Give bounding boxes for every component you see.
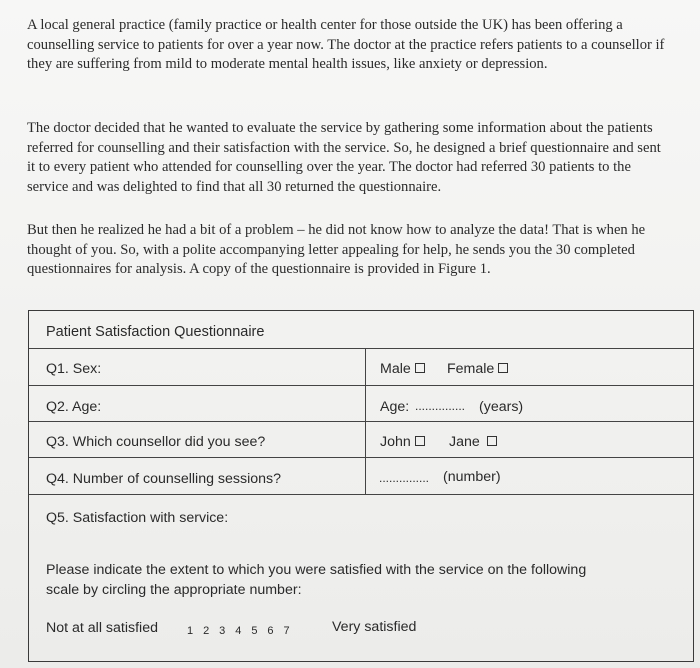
scale-low-label: Not at all satisfied <box>46 620 158 636</box>
divider <box>29 421 693 422</box>
q4-label: Q4. Number of counselling sessions? <box>46 471 282 487</box>
q2-unit: (years) <box>479 399 524 415</box>
q4-unit: (number) <box>443 469 501 485</box>
intro-paragraph: A local general practice (family practice or health center for those outside the UK) has been offering a counselling service to patients for over a year now. The doctor at the practice refers patients to a counsellor if they are suffering from mild to moderate mental health issues, like anxiety or depression. <box>27 17 665 73</box>
q5-instruction-line2: scale by circling the appropriate number: <box>46 582 302 598</box>
scale-option-6[interactable]: 6 <box>267 625 274 637</box>
q1-female-option[interactable] <box>447 361 508 377</box>
q1-male-option[interactable] <box>380 361 425 377</box>
divider <box>29 385 693 386</box>
q1-label: Q1. Sex: <box>46 361 102 377</box>
divider <box>29 494 693 495</box>
scale-option-3[interactable]: 3 <box>219 625 226 637</box>
q5-instruction-line1: Please indicate the extent to which you were satisfied with the service on the following <box>46 562 587 578</box>
column-divider <box>365 349 366 494</box>
checkbox-icon[interactable] <box>415 363 425 373</box>
q3-john-option[interactable] <box>380 434 425 450</box>
q3-label: Q3. Which counsellor did you see? <box>46 434 266 450</box>
questionnaire-figure <box>28 310 694 662</box>
checkbox-icon[interactable] <box>498 363 508 373</box>
q2-age-prefix: Age: <box>380 399 410 415</box>
divider <box>29 457 693 458</box>
q3-john-label: John <box>380 434 411 450</box>
q4-sessions-blank[interactable]: ............... <box>379 471 430 485</box>
satisfaction-scale <box>184 622 293 638</box>
scale-option-1[interactable]: 1 <box>187 625 194 637</box>
q2-label: Q2. Age: <box>46 399 102 415</box>
q1-female-label: Female <box>447 361 495 377</box>
scale-option-7[interactable]: 7 <box>283 625 290 637</box>
q5-label: Q5. Satisfaction with service: <box>46 510 229 526</box>
scale-high-label: Very satisfied <box>332 619 417 635</box>
scale-option-2[interactable]: 2 <box>203 625 210 637</box>
q1-male-label: Male <box>380 361 411 377</box>
questionnaire-title: Patient Satisfaction Questionnaire <box>46 324 265 340</box>
scale-option-5[interactable]: 5 <box>251 625 258 637</box>
q2-age-blank[interactable]: ............... <box>415 399 466 413</box>
evaluation-paragraph: The doctor decided that he wanted to evaluate the service by gathering some information about the patients referred for counselling and their satisfaction with the service. So, he designed a brief questionnaire and sent it to every patient who attended for counselling over the year. The doctor had referred 30 patients to the service and was delighted to find that all 30 returned the questionnaire. <box>27 120 661 195</box>
scale-option-4[interactable]: 4 <box>235 625 242 637</box>
problem-paragraph: But then he realized he had a bit of a problem – he did not know how to analyze the data! That is when he thought of you. So, with a polite accompanying letter appealing for help, he sends you the 30 completed questionnaires for analysis. A copy of the questionnaire is provided in Figure 1. <box>27 222 646 278</box>
checkbox-icon[interactable] <box>487 436 497 446</box>
checkbox-icon[interactable] <box>415 436 425 446</box>
q3-jane-label: Jane <box>449 434 480 450</box>
divider <box>29 348 693 349</box>
q3-jane-option[interactable] <box>449 434 497 450</box>
